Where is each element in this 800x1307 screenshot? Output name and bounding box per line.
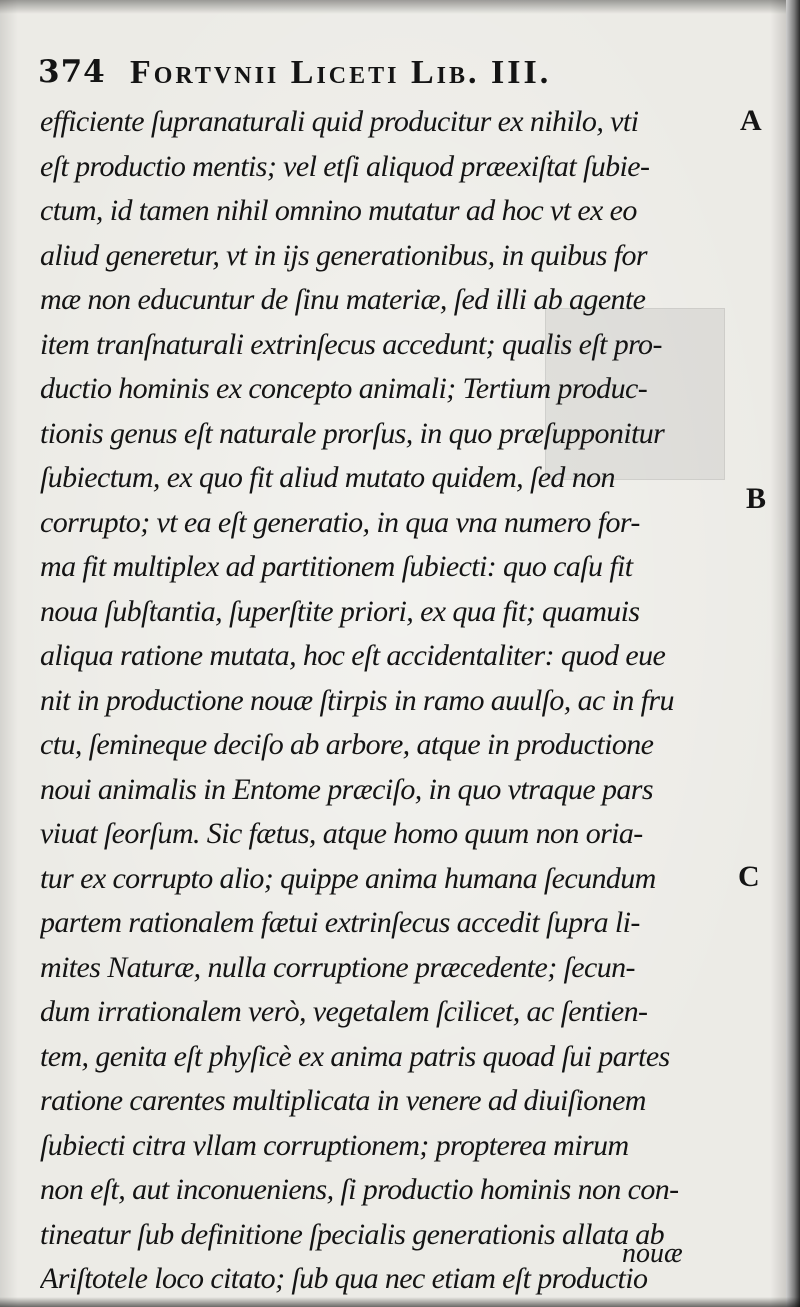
running-head: Fortvnii Liceti Lib. III. bbox=[130, 54, 552, 91]
text-line: ctu, ſemineque deciſo ab arbore, atque in productione bbox=[40, 728, 654, 761]
text-line: tem, genita eſt phyſicè ex anima patris quoad ſui partes bbox=[40, 1039, 670, 1073]
text-line: aliqua ratione mutata, hoc eſt accidentaliter: quod eue bbox=[40, 639, 666, 672]
text-line: ſubiecti citra vllam corruptionem; propterea mirum bbox=[40, 1128, 629, 1162]
page-top-shadow bbox=[0, 0, 800, 14]
text-line: aliud generetur, vt in ijs generationibus, in quibus for bbox=[40, 238, 647, 272]
text-line: tineatur ſub definitione ſpecialis generationis allata ab bbox=[40, 1217, 665, 1251]
text-line: partem rationalem fætui extrinſecus accedit ſupra li- bbox=[40, 906, 640, 939]
text-line: corrupto; vt ea eſt generatio, in qua vna numero for- bbox=[40, 505, 640, 539]
text-line: ctum, id tamen nihil omnino mutatur ad hoc vt ex eo bbox=[40, 194, 637, 227]
text-line: ſubiectum, ex quo fit aliud mutato quidem, ſed non bbox=[40, 461, 615, 494]
text-line: dum irrationalem verò, vegetalem ſcilicet, ac ſentien- bbox=[40, 995, 648, 1028]
page-header bbox=[38, 52, 698, 96]
text-line: efficiente ſupranaturali quid producitur ex nihilo, vti bbox=[40, 105, 639, 138]
text-line: viuat ſeorſum. Sic fætus, atque homo quum non oria- bbox=[40, 817, 643, 850]
folio-number: 374 bbox=[38, 54, 106, 90]
margin-marker-a: A bbox=[740, 104, 762, 137]
page-bottom-shadow bbox=[0, 1297, 800, 1307]
text-line: mæ non educuntur de ſinu materiæ, ſed illi ab agente bbox=[40, 283, 646, 316]
text-line: tionis genus eſt naturale prorſus, in quo præſupponitur bbox=[40, 416, 665, 450]
margin-marker-b: B bbox=[746, 482, 767, 515]
body-text bbox=[40, 100, 740, 1302]
text-line: eſt productio mentis; vel etſi aliquod præexiſtat ſubie- bbox=[40, 149, 650, 183]
page-edge-shadow bbox=[786, 0, 800, 1307]
text-line: noua ſubſtantia, ſuperſtite priori, ex qua fit; quamuis bbox=[40, 594, 640, 628]
margin-marker-c: C bbox=[738, 860, 760, 893]
text-line: mites Naturæ, nulla corruptione præcedente; ſecun- bbox=[40, 950, 635, 984]
text-line: ma fit multiplex ad partitionem ſubiecti: quo caſu fit bbox=[40, 550, 633, 583]
text-line: ductio hominis ex concepto animali; Tertium produc- bbox=[40, 372, 648, 405]
catchword: nouæ bbox=[622, 1238, 683, 1269]
text-line: Ariſtotele loco citato; ſub qua nec etiam eſt productio bbox=[40, 1262, 648, 1295]
text-line: tur ex corrupto alio; quippe anima humana ſecundum bbox=[40, 861, 656, 895]
text-line: item tranſnaturali extrinſecus accedunt; qualis eſt pro- bbox=[40, 327, 662, 361]
text-line: non eſt, aut inconueniens, ſi productio hominis non con- bbox=[40, 1173, 679, 1206]
text-line: ratione carentes multiplicata in venere ad diuiſionem bbox=[40, 1084, 646, 1117]
text-line: noui animalis in Entome præciſo, in quo vtraque pars bbox=[40, 772, 653, 806]
text-line: nit in productione nouæ ſtirpis in ramo auulſo, ac in fru bbox=[40, 683, 674, 717]
